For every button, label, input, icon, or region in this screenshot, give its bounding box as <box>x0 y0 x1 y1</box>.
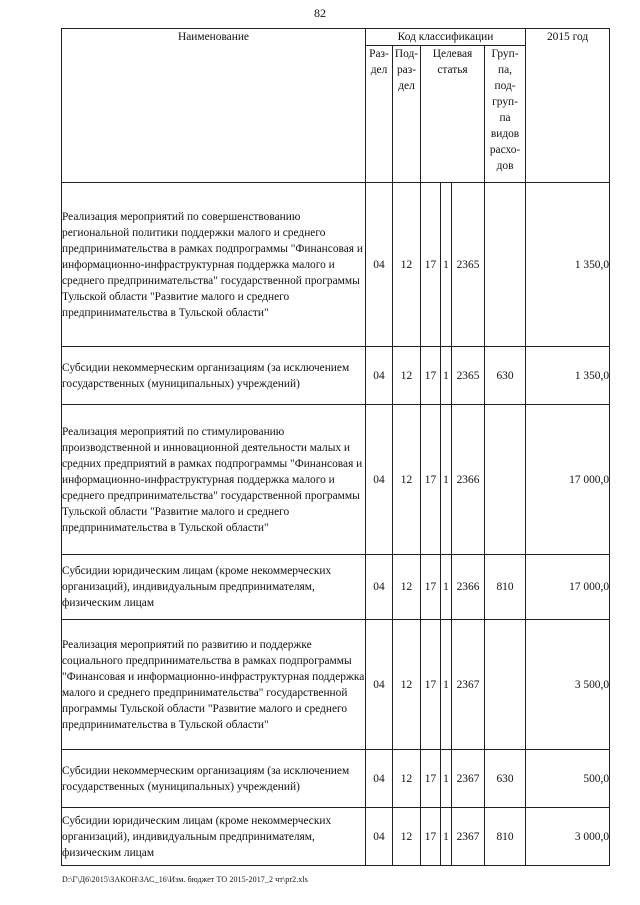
row-amount: 17 000,0 <box>526 405 610 555</box>
row-name: Субсидии юридическим лицам (кроме некоммерческих организаций), индивидуальным предпринимателям, физическим лицам <box>62 555 366 620</box>
row-name: Субсидии юридическим лицам (кроме некоммерческих организаций), индивидуальным предпринимателям, физическим лицам <box>62 808 366 866</box>
table-header <box>62 29 610 183</box>
row-expense-group: 810 <box>485 808 526 866</box>
row-expense-group: 810 <box>485 555 526 620</box>
row-subsection: 12 <box>393 183 421 347</box>
row-subsection: 12 <box>393 347 421 405</box>
row-section: 04 <box>366 750 393 808</box>
row-section: 04 <box>366 405 393 555</box>
row-name: Реализация мероприятий по совершенствованию региональной политики поддержки малого и среднего предпринимательства в рамках подпрограммы "Финансовая и информационно-инфраструктурная поддержка малого и среднего предпринимательства" государственной программы Тульской области "Развитие малого и среднего предпринимательства в Тульской области" <box>62 183 366 347</box>
row-target-direction: 2366 <box>452 555 485 620</box>
table-row <box>62 405 610 555</box>
table-row <box>62 555 610 620</box>
row-amount: 1 350,0 <box>526 347 610 405</box>
row-section: 04 <box>366 183 393 347</box>
row-section: 04 <box>366 620 393 750</box>
header-section: Раз- дел <box>366 46 393 183</box>
row-expense-group <box>485 183 526 347</box>
row-target-subprogram: 1 <box>441 620 452 750</box>
row-subsection: 12 <box>393 808 421 866</box>
header-target-article: Целевая статья <box>421 46 485 183</box>
row-target-program: 17 <box>421 405 441 555</box>
row-amount: 500,0 <box>526 750 610 808</box>
row-subsection: 12 <box>393 555 421 620</box>
header-subsection: Под- раз- дел <box>393 46 421 183</box>
header-name: Наименование <box>62 29 366 183</box>
row-target-direction: 2366 <box>452 405 485 555</box>
row-target-subprogram: 1 <box>441 808 452 866</box>
row-target-subprogram: 1 <box>441 750 452 808</box>
row-target-program: 17 <box>421 808 441 866</box>
table-row <box>62 808 610 866</box>
row-target-subprogram: 1 <box>441 405 452 555</box>
row-target-subprogram: 1 <box>441 555 452 620</box>
row-target-program: 17 <box>421 750 441 808</box>
row-subsection: 12 <box>393 750 421 808</box>
table-row <box>62 347 610 405</box>
row-amount: 3 000,0 <box>526 808 610 866</box>
row-expense-group: 630 <box>485 347 526 405</box>
file-path-footer: D:\Г\Д6\2015\ЗАКОН\ЗАС_16\Изм. бюджет ТО 2015-2017_2 чт\pr2.xls <box>62 875 308 884</box>
row-target-program: 17 <box>421 555 441 620</box>
row-name: Субсидии некоммерческим организациям (за исключением государственных (муниципальных) учреждений) <box>62 750 366 808</box>
row-target-program: 17 <box>421 347 441 405</box>
row-section: 04 <box>366 555 393 620</box>
row-expense-group <box>485 620 526 750</box>
header-expense-group: Груп- па, под- груп- па видов расхо- дов <box>485 46 526 183</box>
page-number: 82 <box>314 6 326 20</box>
row-target-subprogram: 1 <box>441 347 452 405</box>
row-name: Реализация мероприятий по развитию и поддержке социального предпринимательства в рамках подпрограммы "Финансовая и информационно-инфраструктурная поддержка малого и среднего предпринимательства" государственной программы Тульской области "Развитие малого и среднего предпринимательства в Тульской области" <box>62 620 366 750</box>
row-subsection: 12 <box>393 620 421 750</box>
row-target-subprogram: 1 <box>441 183 452 347</box>
table-body <box>62 183 610 866</box>
header-year: 2015 год <box>526 29 610 183</box>
table-row <box>62 750 610 808</box>
row-subsection: 12 <box>393 405 421 555</box>
row-name: Субсидии некоммерческим организациям (за исключением государственных (муниципальных) учреждений) <box>62 347 366 405</box>
row-target-program: 17 <box>421 183 441 347</box>
row-target-direction: 2367 <box>452 750 485 808</box>
row-target-direction: 2367 <box>452 620 485 750</box>
row-target-direction: 2365 <box>452 347 485 405</box>
budget-table <box>61 28 610 866</box>
row-amount: 3 500,0 <box>526 620 610 750</box>
row-target-direction: 2365 <box>452 183 485 347</box>
row-expense-group <box>485 405 526 555</box>
row-section: 04 <box>366 808 393 866</box>
row-amount: 1 350,0 <box>526 183 610 347</box>
table-row <box>62 620 610 750</box>
table-row <box>62 183 610 347</box>
row-name: Реализация мероприятий по стимулированию производственной и инновационной деятельности малых и средних предприятий в рамках подпрограммы "Финансовая и информационно-инфраструктурная поддержка малого и среднего предпринимательства" государственной программы Тульской области "Развитие малого и среднего предпринимательства в Тульской области" <box>62 405 366 555</box>
row-amount: 17 000,0 <box>526 555 610 620</box>
row-section: 04 <box>366 347 393 405</box>
row-expense-group: 630 <box>485 750 526 808</box>
header-code-classification: Код классификации <box>366 29 526 46</box>
row-target-program: 17 <box>421 620 441 750</box>
row-target-direction: 2367 <box>452 808 485 866</box>
